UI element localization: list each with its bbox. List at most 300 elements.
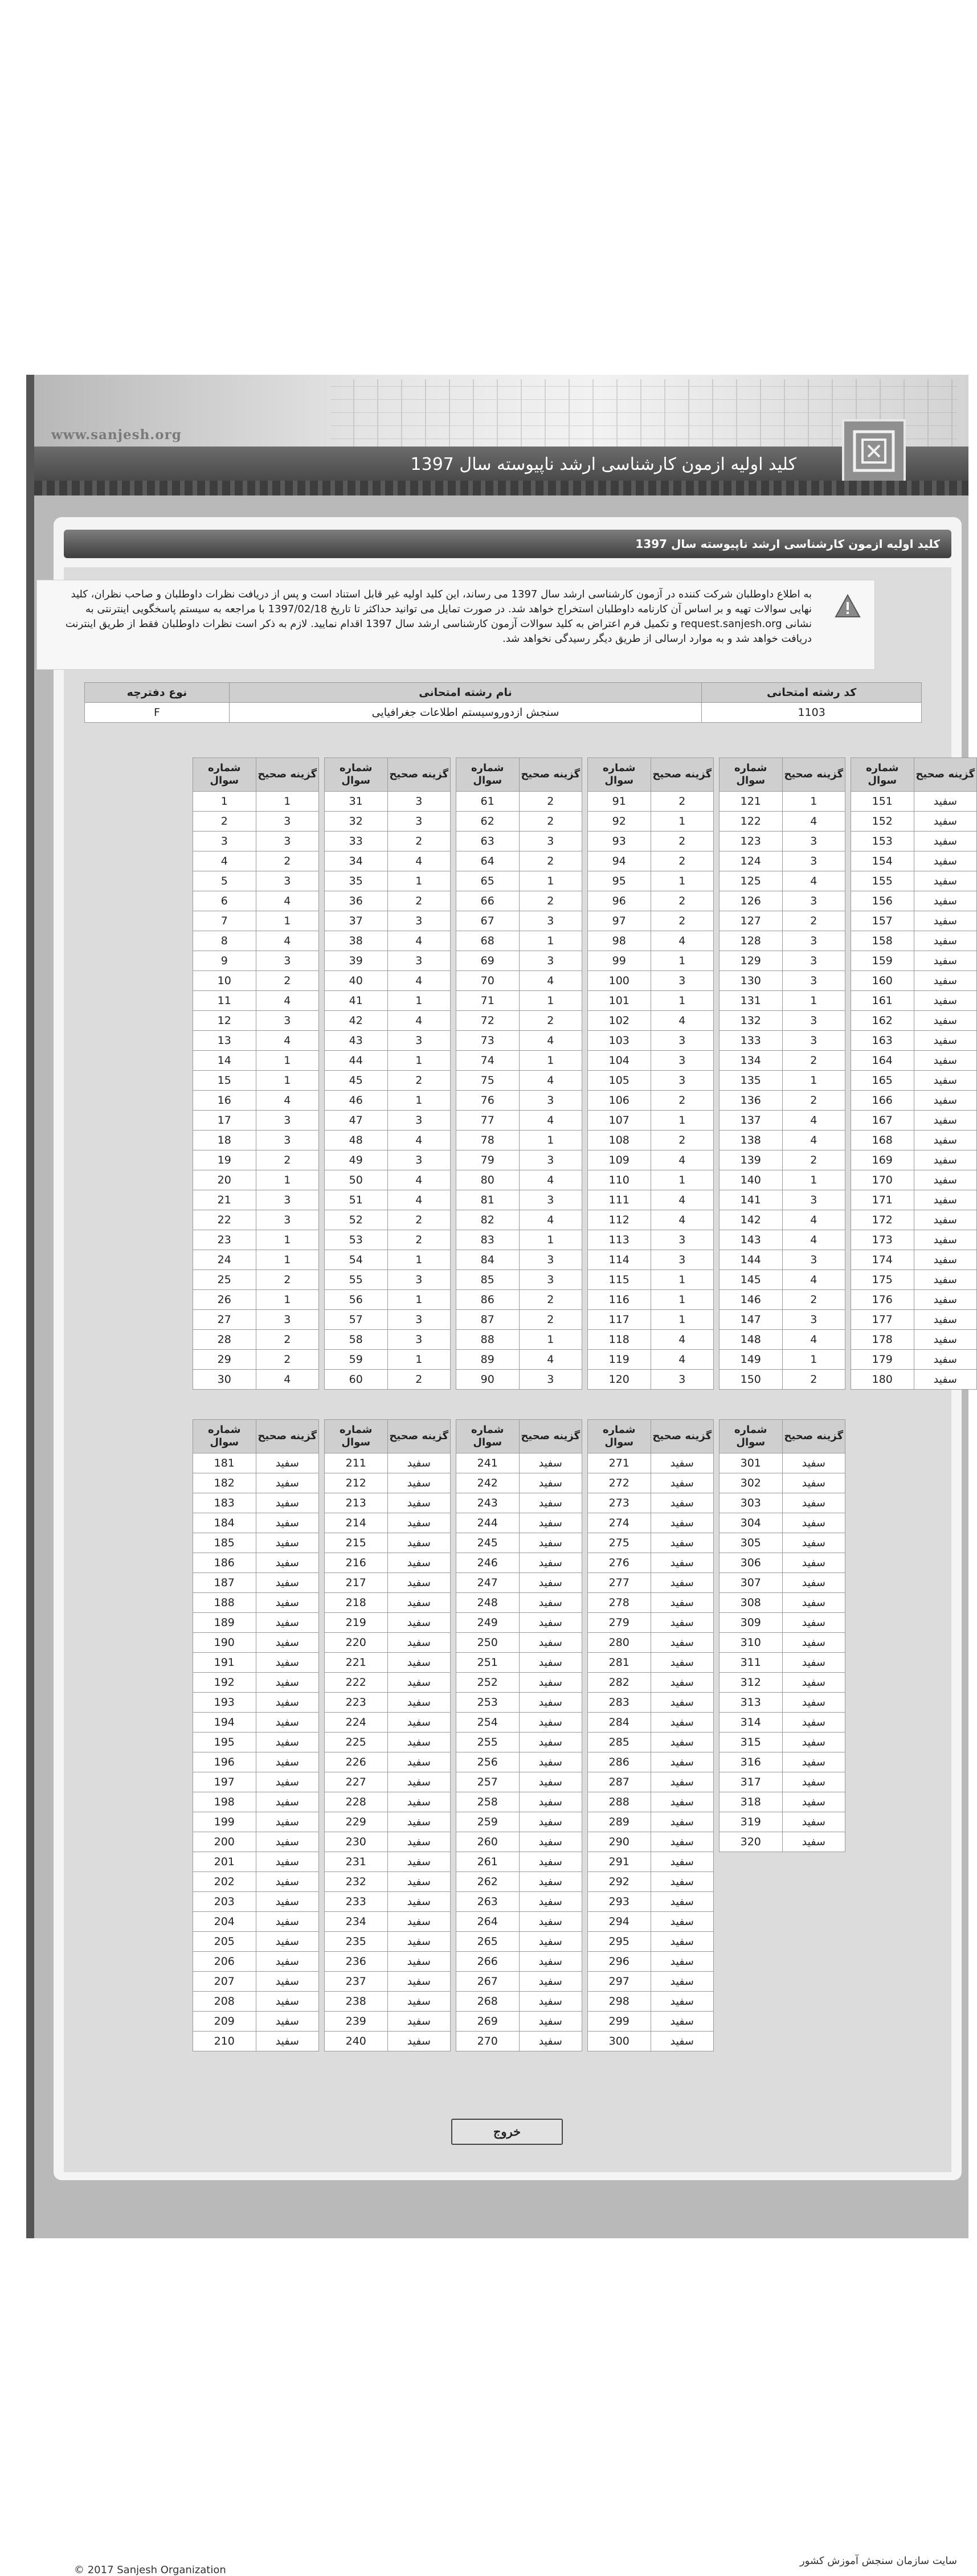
question-number: 34 bbox=[325, 851, 388, 871]
answer-row bbox=[325, 1573, 451, 1593]
question-number: 56 bbox=[325, 1290, 388, 1310]
question-number: 295 bbox=[588, 1932, 651, 1952]
correct-answer: سفید bbox=[914, 1011, 977, 1031]
answer-row bbox=[456, 1250, 582, 1270]
correct-answer: 3 bbox=[387, 1111, 451, 1131]
question-number: 16 bbox=[193, 1091, 256, 1111]
question-number: 200 bbox=[193, 1832, 256, 1852]
question-number: 140 bbox=[720, 1170, 783, 1190]
answer-row bbox=[325, 1872, 451, 1892]
answer-row bbox=[325, 1190, 451, 1210]
question-number: 59 bbox=[325, 1350, 388, 1370]
question-number: 137 bbox=[720, 1111, 783, 1131]
answer-row bbox=[720, 1210, 845, 1230]
correct-answer: سفید bbox=[519, 1832, 582, 1852]
question-number: 139 bbox=[720, 1150, 783, 1170]
answer-row bbox=[851, 792, 977, 812]
correct-answer: 2 bbox=[782, 1051, 845, 1071]
question-number: 134 bbox=[720, 1051, 783, 1071]
question-number: 100 bbox=[588, 971, 651, 991]
question-number: 245 bbox=[456, 1533, 520, 1553]
correct-answer: 1 bbox=[256, 911, 319, 931]
correct-answer: 3 bbox=[519, 911, 582, 931]
correct-answer: 3 bbox=[651, 1031, 714, 1051]
correct-answer: 4 bbox=[256, 1031, 319, 1051]
answer-row bbox=[720, 1330, 845, 1350]
correct-answer: 3 bbox=[256, 1011, 319, 1031]
correct-answer: 1 bbox=[651, 1290, 714, 1310]
question-number: 41 bbox=[325, 991, 388, 1011]
correct-answer: 3 bbox=[519, 1250, 582, 1270]
correct-answer: سفید bbox=[387, 1493, 451, 1513]
correct-answer: سفید bbox=[914, 1190, 977, 1210]
question-number: 26 bbox=[193, 1290, 256, 1310]
correct-answer: سفید bbox=[914, 1270, 977, 1290]
question-number: 147 bbox=[720, 1310, 783, 1330]
correct-answer: 4 bbox=[519, 1031, 582, 1051]
answer-row bbox=[456, 991, 582, 1011]
answer-row bbox=[588, 1733, 714, 1752]
question-number: 161 bbox=[851, 991, 914, 1011]
question-number: 186 bbox=[193, 1553, 256, 1573]
answer-row bbox=[588, 1493, 714, 1513]
field-name-header: نام رشته امتحانی bbox=[229, 683, 701, 703]
correct-answer: 3 bbox=[519, 1150, 582, 1170]
question-number: 47 bbox=[325, 1111, 388, 1131]
question-number: 151 bbox=[851, 792, 914, 812]
correct-answer: سفید bbox=[387, 1533, 451, 1553]
question-number: 242 bbox=[456, 1473, 520, 1493]
correct-answer: 3 bbox=[651, 1230, 714, 1250]
correct-answer: 3 bbox=[651, 1250, 714, 1270]
correct-answer: سفید bbox=[387, 1673, 451, 1693]
answer-row bbox=[588, 1453, 714, 1473]
answer-column-181 bbox=[193, 1419, 319, 2051]
question-number: 182 bbox=[193, 1473, 256, 1493]
answer-row bbox=[851, 1210, 977, 1230]
correct-answer: 3 bbox=[651, 1071, 714, 1091]
question-number: 43 bbox=[325, 1031, 388, 1051]
answer-row bbox=[456, 1513, 582, 1533]
question-number: 314 bbox=[720, 1713, 783, 1733]
correct-answer: 3 bbox=[256, 1310, 319, 1330]
answer-column-271 bbox=[587, 1419, 714, 2051]
question-number: 262 bbox=[456, 1872, 520, 1892]
answer-row bbox=[193, 1210, 319, 1230]
correct-answer: 4 bbox=[651, 1190, 714, 1210]
correct-answer: 4 bbox=[782, 1131, 845, 1150]
correct-answer: سفید bbox=[519, 1693, 582, 1713]
answer-row bbox=[588, 951, 714, 971]
correct-answer-header: گزینه صحیح bbox=[256, 1420, 319, 1453]
question-number: 129 bbox=[720, 951, 783, 971]
answer-row bbox=[325, 1210, 451, 1230]
answer-row bbox=[456, 1812, 582, 1832]
answer-row bbox=[325, 1832, 451, 1852]
correct-answer: سفید bbox=[782, 1733, 845, 1752]
answer-row bbox=[325, 1011, 451, 1031]
correct-answer: سفید bbox=[519, 1872, 582, 1892]
correct-answer: سفید bbox=[782, 1752, 845, 1772]
correct-answer: سفید bbox=[387, 1713, 451, 1733]
question-number: 289 bbox=[588, 1812, 651, 1832]
answer-row bbox=[325, 1051, 451, 1071]
correct-answer: سفید bbox=[651, 1952, 714, 1972]
correct-answer: 1 bbox=[651, 951, 714, 971]
question-number: 279 bbox=[588, 1613, 651, 1633]
answer-row bbox=[193, 991, 319, 1011]
answer-row bbox=[193, 931, 319, 951]
correct-answer: 4 bbox=[782, 871, 845, 891]
question-number: 297 bbox=[588, 1972, 651, 1992]
question-number: 37 bbox=[325, 911, 388, 931]
answer-row bbox=[456, 1852, 582, 1872]
question-number: 299 bbox=[588, 2012, 651, 2032]
question-number: 259 bbox=[456, 1812, 520, 1832]
question-number: 217 bbox=[325, 1573, 388, 1593]
correct-answer: سفید bbox=[387, 1952, 451, 1972]
booklet-type-header: نوع دفترچه bbox=[85, 683, 230, 703]
question-number: 156 bbox=[851, 891, 914, 911]
answer-column-151 bbox=[851, 757, 977, 1390]
question-number: 86 bbox=[456, 1290, 520, 1310]
question-number: 311 bbox=[720, 1653, 783, 1673]
correct-answer: 3 bbox=[651, 1370, 714, 1390]
correct-answer: سفید bbox=[782, 1673, 845, 1693]
question-number: 1 bbox=[193, 792, 256, 812]
answer-row bbox=[588, 1972, 714, 1992]
question-number: 8 bbox=[193, 931, 256, 951]
correct-answer: سفید bbox=[782, 1533, 845, 1553]
answer-row bbox=[193, 1230, 319, 1250]
question-number: 40 bbox=[325, 971, 388, 991]
question-number: 162 bbox=[851, 1011, 914, 1031]
answer-row bbox=[193, 1533, 319, 1553]
correct-answer: 1 bbox=[782, 1170, 845, 1190]
answer-row bbox=[851, 911, 977, 931]
correct-answer: سفید bbox=[519, 1792, 582, 1812]
correct-answer: سفید bbox=[387, 1573, 451, 1593]
question-number: 216 bbox=[325, 1553, 388, 1573]
question-number: 107 bbox=[588, 1111, 651, 1131]
answer-row bbox=[720, 1772, 845, 1792]
question-number: 108 bbox=[588, 1131, 651, 1150]
correct-answer: 4 bbox=[519, 1210, 582, 1230]
correct-answer: 1 bbox=[256, 1170, 319, 1190]
question-number: 50 bbox=[325, 1170, 388, 1190]
answer-row bbox=[588, 1533, 714, 1553]
question-number: 24 bbox=[193, 1250, 256, 1270]
correct-answer: 2 bbox=[256, 851, 319, 871]
answer-row bbox=[325, 1150, 451, 1170]
answer-row bbox=[193, 951, 319, 971]
question-number: 144 bbox=[720, 1250, 783, 1270]
answer-row bbox=[720, 1812, 845, 1832]
correct-answer: 3 bbox=[782, 851, 845, 871]
answer-row bbox=[325, 1912, 451, 1932]
field-name-value: سنجش ازدوروسیستم اطلاعات جغرافیایی bbox=[229, 703, 701, 723]
question-number: 160 bbox=[851, 971, 914, 991]
correct-answer: سفید bbox=[387, 1593, 451, 1613]
question-number: 48 bbox=[325, 1131, 388, 1150]
correct-answer: سفید bbox=[914, 1290, 977, 1310]
correct-answer: سفید bbox=[519, 1932, 582, 1952]
answer-row bbox=[720, 1270, 845, 1290]
question-number: 46 bbox=[325, 1091, 388, 1111]
question-number: 286 bbox=[588, 1752, 651, 1772]
correct-answer: 1 bbox=[519, 1230, 582, 1250]
correct-answer: 2 bbox=[387, 891, 451, 911]
question-number: 176 bbox=[851, 1290, 914, 1310]
correct-answer: 4 bbox=[782, 1270, 845, 1290]
answer-row bbox=[851, 1250, 977, 1270]
question-number: 125 bbox=[720, 871, 783, 891]
answer-row bbox=[720, 832, 845, 851]
correct-answer: سفید bbox=[651, 1733, 714, 1752]
answer-row bbox=[588, 1131, 714, 1150]
correct-answer: 2 bbox=[651, 1131, 714, 1150]
field-code-value: 1103 bbox=[702, 703, 922, 723]
question-number-header: شماره سوال bbox=[456, 758, 520, 792]
question-number: 169 bbox=[851, 1150, 914, 1170]
question-number: 49 bbox=[325, 1150, 388, 1170]
answer-row bbox=[456, 1633, 582, 1653]
correct-answer: سفید bbox=[914, 1111, 977, 1131]
question-number: 20 bbox=[193, 1170, 256, 1190]
question-number-header: شماره سوال bbox=[325, 758, 388, 792]
answer-row bbox=[456, 1693, 582, 1713]
question-number-header: شماره سوال bbox=[325, 1420, 388, 1453]
answer-row bbox=[193, 1453, 319, 1473]
correct-answer: 3 bbox=[782, 931, 845, 951]
question-number: 84 bbox=[456, 1250, 520, 1270]
correct-answer: 2 bbox=[256, 1350, 319, 1370]
correct-answer: 4 bbox=[387, 1170, 451, 1190]
answer-row bbox=[588, 1250, 714, 1270]
answer-row bbox=[720, 1370, 845, 1390]
correct-answer-header: گزینه صحیح bbox=[782, 758, 845, 792]
correct-answer: 1 bbox=[256, 1290, 319, 1310]
correct-answer: 1 bbox=[782, 991, 845, 1011]
answer-row bbox=[851, 1011, 977, 1031]
field-code-header: کد رشته امتحانی bbox=[702, 683, 922, 703]
question-number: 111 bbox=[588, 1190, 651, 1210]
correct-answer: سفید bbox=[256, 1653, 319, 1673]
answer-row bbox=[193, 1031, 319, 1051]
answer-row bbox=[456, 1553, 582, 1573]
correct-answer: سفید bbox=[256, 1633, 319, 1653]
answer-row bbox=[325, 1111, 451, 1131]
question-number: 231 bbox=[325, 1852, 388, 1872]
correct-answer: 1 bbox=[651, 1170, 714, 1190]
answer-row bbox=[325, 991, 451, 1011]
answer-row bbox=[325, 1772, 451, 1792]
answer-row bbox=[193, 871, 319, 891]
answer-row bbox=[325, 832, 451, 851]
question-number: 132 bbox=[720, 1011, 783, 1031]
correct-answer: سفید bbox=[651, 1832, 714, 1852]
answer-row bbox=[851, 871, 977, 891]
answer-row bbox=[588, 1812, 714, 1832]
question-number: 159 bbox=[851, 951, 914, 971]
answer-row bbox=[325, 2032, 451, 2051]
correct-answer: سفید bbox=[651, 2032, 714, 2051]
answer-row bbox=[588, 1071, 714, 1091]
question-number: 202 bbox=[193, 1872, 256, 1892]
correct-answer: سفید bbox=[519, 1752, 582, 1772]
question-number: 227 bbox=[325, 1772, 388, 1792]
question-number: 7 bbox=[193, 911, 256, 931]
correct-answer: سفید bbox=[519, 1912, 582, 1932]
question-number: 205 bbox=[193, 1932, 256, 1952]
answer-row bbox=[720, 871, 845, 891]
answer-row bbox=[193, 971, 319, 991]
answer-row bbox=[588, 812, 714, 832]
question-number: 114 bbox=[588, 1250, 651, 1270]
correct-answer: سفید bbox=[387, 1912, 451, 1932]
question-number: 209 bbox=[193, 2012, 256, 2032]
question-number: 120 bbox=[588, 1370, 651, 1390]
correct-answer: 2 bbox=[782, 1290, 845, 1310]
question-number: 194 bbox=[193, 1713, 256, 1733]
question-number: 229 bbox=[325, 1812, 388, 1832]
correct-answer: 3 bbox=[782, 951, 845, 971]
question-number: 21 bbox=[193, 1190, 256, 1210]
correct-answer: 1 bbox=[519, 1330, 582, 1350]
answer-row bbox=[720, 931, 845, 951]
answer-row bbox=[325, 1992, 451, 2012]
answer-row bbox=[325, 1453, 451, 1473]
answer-row bbox=[193, 792, 319, 812]
correct-answer: سفید bbox=[651, 1972, 714, 1992]
correct-answer: 4 bbox=[256, 1091, 319, 1111]
answer-row bbox=[193, 812, 319, 832]
answer-row bbox=[193, 1111, 319, 1131]
answer-row bbox=[193, 1131, 319, 1150]
question-number: 265 bbox=[456, 1932, 520, 1952]
correct-answer: سفید bbox=[256, 1713, 319, 1733]
correct-answer: سفید bbox=[519, 1473, 582, 1493]
correct-answer: سفید bbox=[256, 1952, 319, 1972]
correct-answer: 4 bbox=[651, 1350, 714, 1370]
answer-column-1 bbox=[193, 757, 319, 1390]
question-number: 10 bbox=[193, 971, 256, 991]
answer-row bbox=[193, 1952, 319, 1972]
correct-answer: 3 bbox=[519, 832, 582, 851]
answer-row bbox=[588, 1573, 714, 1593]
correct-answer: سفید bbox=[387, 1932, 451, 1952]
question-number: 290 bbox=[588, 1832, 651, 1852]
answer-row bbox=[456, 1190, 582, 1210]
answer-row bbox=[193, 1493, 319, 1513]
answer-row bbox=[588, 1091, 714, 1111]
correct-answer: 4 bbox=[782, 1330, 845, 1350]
answer-row bbox=[456, 1673, 582, 1693]
question-number: 57 bbox=[325, 1310, 388, 1330]
correct-answer: 1 bbox=[387, 991, 451, 1011]
answer-row bbox=[588, 1330, 714, 1350]
correct-answer: 2 bbox=[519, 1290, 582, 1310]
correct-answer: سفید bbox=[387, 1653, 451, 1673]
answer-row bbox=[193, 851, 319, 871]
question-number: 255 bbox=[456, 1733, 520, 1752]
question-number: 87 bbox=[456, 1310, 520, 1330]
answer-row bbox=[720, 1533, 845, 1553]
correct-answer: 1 bbox=[782, 792, 845, 812]
question-number: 91 bbox=[588, 792, 651, 812]
answer-row bbox=[851, 812, 977, 832]
answer-row bbox=[456, 2032, 582, 2051]
question-number: 150 bbox=[720, 1370, 783, 1390]
question-number: 211 bbox=[325, 1453, 388, 1473]
correct-answer: سفید bbox=[387, 1733, 451, 1752]
answer-row bbox=[720, 1230, 845, 1250]
answer-row bbox=[720, 1150, 845, 1170]
question-number: 101 bbox=[588, 991, 651, 1011]
correct-answer: سفید bbox=[914, 871, 977, 891]
answer-row bbox=[325, 812, 451, 832]
question-number: 310 bbox=[720, 1633, 783, 1653]
answer-row bbox=[456, 1473, 582, 1493]
question-number: 260 bbox=[456, 1832, 520, 1852]
answer-row bbox=[588, 991, 714, 1011]
footer-site-link[interactable]: سایت سازمان سنجش آموزش کشور bbox=[799, 2555, 957, 2567]
correct-answer: سفید bbox=[519, 1972, 582, 1992]
question-number: 179 bbox=[851, 1350, 914, 1370]
answer-row bbox=[588, 1370, 714, 1390]
correct-answer: 2 bbox=[519, 891, 582, 911]
question-number: 282 bbox=[588, 1673, 651, 1693]
answer-row bbox=[588, 1772, 714, 1792]
answer-row bbox=[456, 1912, 582, 1932]
correct-answer: 1 bbox=[256, 1071, 319, 1091]
answer-row bbox=[193, 1713, 319, 1733]
answer-row bbox=[588, 1111, 714, 1131]
correct-answer: سفید bbox=[651, 1892, 714, 1912]
answer-row bbox=[193, 891, 319, 911]
correct-answer: سفید bbox=[782, 1812, 845, 1832]
answer-row bbox=[193, 1733, 319, 1752]
question-number: 63 bbox=[456, 832, 520, 851]
correct-answer: 2 bbox=[519, 851, 582, 871]
answer-row bbox=[193, 911, 319, 931]
answer-row bbox=[588, 1350, 714, 1370]
correct-answer: 2 bbox=[651, 792, 714, 812]
question-number: 208 bbox=[193, 1992, 256, 2012]
question-number: 183 bbox=[193, 1493, 256, 1513]
correct-answer: سفید bbox=[387, 1972, 451, 1992]
correct-answer: سفید bbox=[387, 2032, 451, 2051]
question-number: 112 bbox=[588, 1210, 651, 1230]
answer-row bbox=[720, 1733, 845, 1752]
correct-answer: سفید bbox=[256, 1493, 319, 1513]
correct-answer-header: گزینه صحیح bbox=[651, 1420, 714, 1453]
correct-answer: سفید bbox=[782, 1713, 845, 1733]
correct-answer: 4 bbox=[519, 1170, 582, 1190]
question-number: 93 bbox=[588, 832, 651, 851]
answer-row bbox=[456, 1713, 582, 1733]
question-number: 141 bbox=[720, 1190, 783, 1210]
answer-row bbox=[588, 911, 714, 931]
question-number: 210 bbox=[193, 2032, 256, 2051]
correct-answer: سفید bbox=[914, 1370, 977, 1390]
question-number: 3 bbox=[193, 832, 256, 851]
correct-answer: سفید bbox=[914, 891, 977, 911]
exit-button[interactable]: خروج bbox=[451, 2119, 563, 2145]
answer-row bbox=[193, 1150, 319, 1170]
answer-row bbox=[325, 851, 451, 871]
correct-answer: 2 bbox=[387, 1230, 451, 1250]
